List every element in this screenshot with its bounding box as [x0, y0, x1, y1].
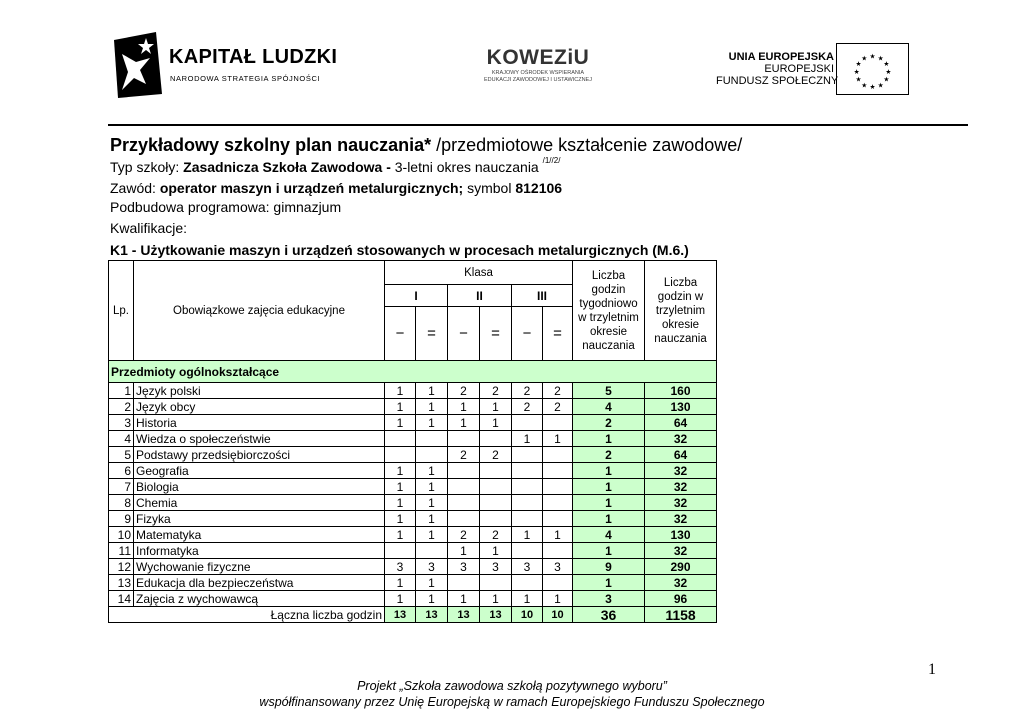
base-program-line: Podbudowa programowa: gimnazjum — [110, 199, 342, 215]
row-lp: 2 — [109, 399, 134, 415]
row-semester-hours: 2 — [512, 383, 543, 399]
row-lp: 9 — [109, 511, 134, 527]
row-semester-hours — [543, 543, 573, 559]
svg-text:★: ★ — [861, 81, 868, 90]
svg-text:★: ★ — [855, 75, 862, 84]
row-semester-hours — [416, 543, 448, 559]
total-semester-hours: 13 — [480, 607, 512, 623]
row-semester-hours: 1 — [480, 415, 512, 431]
row-semester-hours — [448, 511, 480, 527]
row-semester-hours — [512, 511, 543, 527]
header-klasa: Klasa — [385, 261, 573, 285]
row-lp: 3 — [109, 415, 134, 431]
row-semester-hours — [480, 575, 512, 591]
row-subject: Język polski — [134, 383, 385, 399]
row-lp: 10 — [109, 527, 134, 543]
row-semester-hours: 2 — [448, 447, 480, 463]
svg-text:★: ★ — [883, 75, 890, 84]
header-lp: Lp. — [109, 261, 134, 361]
row-semester-hours: 1 — [416, 511, 448, 527]
row-total-hours: 32 — [645, 495, 717, 511]
semester-2: = — [416, 307, 448, 361]
header-class-iii: III — [512, 285, 573, 307]
row-semester-hours — [512, 543, 543, 559]
qualification-k1: K1 - Użytkowanie maszyn i urządzeń stosowanych w procesach metalurgicznych (M.6.) — [110, 242, 689, 258]
semester-6: = — [543, 307, 573, 361]
row-semester-hours: 2 — [480, 527, 512, 543]
header-subject: Obowiązkowe zajęcia edukacyjne — [134, 261, 385, 361]
row-weekly-hours: 1 — [573, 495, 645, 511]
row-weekly-hours: 5 — [573, 383, 645, 399]
table-row — [109, 495, 717, 511]
row-total-hours: 32 — [645, 431, 717, 447]
row-semester-hours — [543, 415, 573, 431]
profession-label: Zawód: — [110, 180, 160, 196]
row-semester-hours — [512, 495, 543, 511]
footnote-ref: /1//2/ — [542, 156, 561, 165]
table-row — [109, 575, 717, 591]
row-semester-hours: 1 — [385, 415, 416, 431]
row-total-hours: 64 — [645, 415, 717, 431]
table-row — [109, 383, 717, 399]
row-lp: 7 — [109, 479, 134, 495]
row-subject: Geografia — [134, 463, 385, 479]
row-semester-hours: 1 — [448, 399, 480, 415]
row-semester-hours: 1 — [416, 463, 448, 479]
document-title — [110, 135, 742, 156]
row-total-hours: 130 — [645, 399, 717, 415]
row-semester-hours: 1 — [543, 591, 573, 607]
semester-5: − — [512, 307, 543, 361]
row-semester-hours — [543, 495, 573, 511]
row-semester-hours — [448, 575, 480, 591]
row-total-hours: 32 — [645, 575, 717, 591]
row-weekly-hours: 1 — [573, 575, 645, 591]
koweziu-name: KOWEZiU — [486, 46, 590, 69]
qualifications-label: Kwalifikacje: — [110, 220, 188, 236]
row-subject: Wychowanie fizyczne — [134, 559, 385, 575]
kapital-ludzki-emblem-icon — [112, 32, 164, 98]
school-type-value: Zasadnicza Szkoła Zawodowa - — [183, 159, 395, 175]
row-semester-hours: 1 — [385, 479, 416, 495]
row-semester-hours — [480, 511, 512, 527]
koweziu-subtitle-2: EDUKACJI ZAWODOWEJ I USTAWICZNEJ — [484, 77, 592, 83]
row-weekly-hours: 4 — [573, 399, 645, 415]
row-total-hours: 32 — [645, 511, 717, 527]
row-subject: Informatyka — [134, 543, 385, 559]
eu-flag-icon — [836, 43, 909, 95]
header-class-i: I — [385, 285, 448, 307]
row-total-hours: 96 — [645, 591, 717, 607]
footer-project: Projekt „Szkoła zawodowa szkołą pozytywnego wyboru” — [357, 679, 667, 693]
ue-line-1: UNIA EUROPEJSKA — [728, 51, 834, 63]
kapital-ludzki-logo — [112, 32, 338, 102]
row-total-hours: 32 — [645, 463, 717, 479]
row-semester-hours — [512, 463, 543, 479]
row-lp: 4 — [109, 431, 134, 447]
row-semester-hours: 3 — [543, 559, 573, 575]
kapital-ludzki-title: KAPITAŁ LUDZKI — [169, 46, 338, 68]
row-semester-hours: 1 — [416, 527, 448, 543]
row-total-hours: 290 — [645, 559, 717, 575]
footer-funding: współfinansowany przez Unię Europejską w ramach Europejskiego Funduszu Społecznego — [259, 695, 765, 709]
row-semester-hours: 1 — [385, 495, 416, 511]
row-semester-hours: 1 — [512, 431, 543, 447]
row-semester-hours — [480, 495, 512, 511]
row-semester-hours — [448, 431, 480, 447]
row-semester-hours: 1 — [416, 591, 448, 607]
row-semester-hours — [480, 463, 512, 479]
table-row — [109, 543, 717, 559]
row-semester-hours: 3 — [385, 559, 416, 575]
table-row — [109, 527, 717, 543]
row-weekly-hours: 1 — [573, 511, 645, 527]
row-semester-hours — [512, 447, 543, 463]
row-semester-hours — [512, 415, 543, 431]
row-semester-hours: 1 — [416, 495, 448, 511]
row-semester-hours — [385, 447, 416, 463]
row-semester-hours: 1 — [480, 591, 512, 607]
school-type-duration: 3-letni okres nauczania — [394, 159, 543, 175]
row-lp: 6 — [109, 463, 134, 479]
row-semester-hours: 1 — [385, 575, 416, 591]
row-semester-hours: 1 — [543, 527, 573, 543]
row-lp: 5 — [109, 447, 134, 463]
table-row — [109, 431, 717, 447]
total-semester-hours: 10 — [512, 607, 543, 623]
row-weekly-hours: 9 — [573, 559, 645, 575]
row-semester-hours — [543, 479, 573, 495]
total-all-hours: 1158 — [645, 607, 717, 623]
row-semester-hours — [480, 431, 512, 447]
row-semester-hours — [416, 447, 448, 463]
title-bold: Przykładowy szkolny plan nauczania* — [110, 135, 432, 155]
row-total-hours: 32 — [645, 543, 717, 559]
row-semester-hours: 1 — [512, 591, 543, 607]
row-semester-hours: 1 — [512, 527, 543, 543]
row-semester-hours — [512, 479, 543, 495]
row-weekly-hours: 4 — [573, 527, 645, 543]
row-weekly-hours: 2 — [573, 447, 645, 463]
row-semester-hours: 2 — [448, 527, 480, 543]
row-subject: Fizyka — [134, 511, 385, 527]
page-number: 1 — [928, 661, 936, 678]
svg-text:★: ★ — [877, 54, 884, 63]
svg-text:★: ★ — [861, 54, 868, 63]
symbol-label: symbol — [463, 180, 516, 196]
row-total-hours: 32 — [645, 479, 717, 495]
row-total-hours: 130 — [645, 527, 717, 543]
row-lp: 12 — [109, 559, 134, 575]
ue-efs-label — [716, 51, 839, 87]
row-lp: 11 — [109, 543, 134, 559]
row-semester-hours: 2 — [512, 399, 543, 415]
row-subject: Matematyka — [134, 527, 385, 543]
koweziu-subtitle-1: KRAJOWY OŚRODEK WSPIERANIA — [491, 70, 585, 76]
row-total-hours: 64 — [645, 447, 717, 463]
row-semester-hours: 1 — [385, 591, 416, 607]
row-semester-hours: 1 — [448, 415, 480, 431]
row-semester-hours: 2 — [448, 383, 480, 399]
row-subject: Edukacja dla bezpieczeństwa — [134, 575, 385, 591]
row-semester-hours: 3 — [416, 559, 448, 575]
row-subject: Wiedza o społeczeństwie — [134, 431, 385, 447]
row-subject: Chemia — [134, 495, 385, 511]
row-weekly-hours: 1 — [573, 543, 645, 559]
table-row — [109, 399, 717, 415]
table-row — [109, 463, 717, 479]
total-row — [109, 607, 717, 623]
row-semester-hours — [385, 543, 416, 559]
header-class-ii: II — [448, 285, 512, 307]
row-weekly-hours: 1 — [573, 431, 645, 447]
koweziu-logo — [478, 46, 598, 96]
row-semester-hours: 1 — [416, 383, 448, 399]
row-subject: Biologia — [134, 479, 385, 495]
total-semester-hours: 13 — [385, 607, 416, 623]
row-semester-hours: 2 — [480, 383, 512, 399]
row-semester-hours: 2 — [543, 399, 573, 415]
semester-4: = — [480, 307, 512, 361]
curriculum-table — [108, 260, 717, 623]
ue-line-3: FUNDUSZ SPOŁECZNY — [716, 75, 839, 87]
row-weekly-hours: 1 — [573, 463, 645, 479]
row-weekly-hours: 2 — [573, 415, 645, 431]
svg-text:★: ★ — [883, 60, 890, 69]
row-subject: Podstawy przedsiębiorczości — [134, 447, 385, 463]
row-semester-hours — [512, 575, 543, 591]
row-semester-hours: 1 — [416, 575, 448, 591]
row-subject: Zajęcia z wychowawcą — [134, 591, 385, 607]
row-semester-hours: 1 — [385, 399, 416, 415]
row-semester-hours — [448, 463, 480, 479]
title-rest: /przedmiotowe kształcenie zawodowe/ — [431, 135, 743, 155]
total-semester-hours: 13 — [416, 607, 448, 623]
row-semester-hours: 3 — [480, 559, 512, 575]
row-subject: Język obcy — [134, 399, 385, 415]
svg-text:★: ★ — [885, 67, 892, 76]
kapital-ludzki-subtitle: NARODOWA STRATEGIA SPÓJNOŚCI — [170, 74, 321, 83]
svg-text:★: ★ — [853, 67, 860, 76]
row-semester-hours: 1 — [385, 383, 416, 399]
svg-text:★: ★ — [877, 81, 884, 90]
row-semester-hours: 3 — [512, 559, 543, 575]
total-label: Łączna liczba godzin — [109, 607, 385, 623]
table-row — [109, 559, 717, 575]
total-weekly-hours: 36 — [573, 607, 645, 623]
row-lp: 13 — [109, 575, 134, 591]
row-semester-hours — [543, 575, 573, 591]
symbol-value: 812106 — [515, 180, 563, 196]
row-semester-hours: 3 — [448, 559, 480, 575]
header-weekly-hours: Liczba godzin tygodniowo w trzyletnim okresie nauczania — [573, 261, 645, 361]
profession-line — [110, 180, 562, 196]
row-subject: Historia — [134, 415, 385, 431]
total-semester-hours: 13 — [448, 607, 480, 623]
svg-text:★: ★ — [869, 83, 876, 92]
school-type-line — [110, 156, 561, 175]
table-row — [109, 447, 717, 463]
row-weekly-hours: 3 — [573, 591, 645, 607]
row-semester-hours: 1 — [416, 399, 448, 415]
row-semester-hours — [448, 479, 480, 495]
row-semester-hours — [543, 447, 573, 463]
header-divider — [108, 124, 968, 126]
row-lp: 1 — [109, 383, 134, 399]
row-semester-hours — [543, 463, 573, 479]
row-semester-hours: 1 — [416, 415, 448, 431]
semester-3: − — [448, 307, 480, 361]
svg-text:★: ★ — [869, 52, 876, 61]
row-semester-hours — [543, 511, 573, 527]
row-semester-hours: 2 — [543, 383, 573, 399]
table-row — [109, 591, 717, 607]
total-semester-hours: 10 — [543, 607, 573, 623]
header-total-hours: Liczba godzin w trzyletnim okresie nauczania — [645, 261, 717, 361]
table-row — [109, 511, 717, 527]
row-semester-hours: 1 — [385, 511, 416, 527]
row-semester-hours: 2 — [480, 447, 512, 463]
profession-value: operator maszyn i urządzeń metalurgicznych; — [159, 180, 464, 196]
row-semester-hours: 1 — [480, 399, 512, 415]
row-semester-hours: 1 — [448, 591, 480, 607]
row-semester-hours: 1 — [543, 431, 573, 447]
row-lp: 14 — [109, 591, 134, 607]
row-semester-hours: 1 — [448, 543, 480, 559]
row-semester-hours — [385, 431, 416, 447]
ue-line-2: EUROPEJSKI — [764, 63, 834, 75]
row-lp: 8 — [109, 495, 134, 511]
svg-text:★: ★ — [855, 60, 862, 69]
row-semester-hours: 1 — [480, 543, 512, 559]
school-type-label: Typ szkoły: — [110, 159, 184, 175]
row-total-hours: 160 — [645, 383, 717, 399]
semester-1: − — [385, 307, 416, 361]
row-weekly-hours: 1 — [573, 479, 645, 495]
table-row — [109, 479, 717, 495]
row-semester-hours — [480, 479, 512, 495]
row-semester-hours: 1 — [385, 527, 416, 543]
table-row — [109, 415, 717, 431]
row-semester-hours: 1 — [416, 479, 448, 495]
row-semester-hours: 1 — [385, 463, 416, 479]
section-general-subjects: Przedmioty ogólnokształcące — [109, 361, 717, 383]
row-semester-hours — [448, 495, 480, 511]
row-semester-hours — [416, 431, 448, 447]
